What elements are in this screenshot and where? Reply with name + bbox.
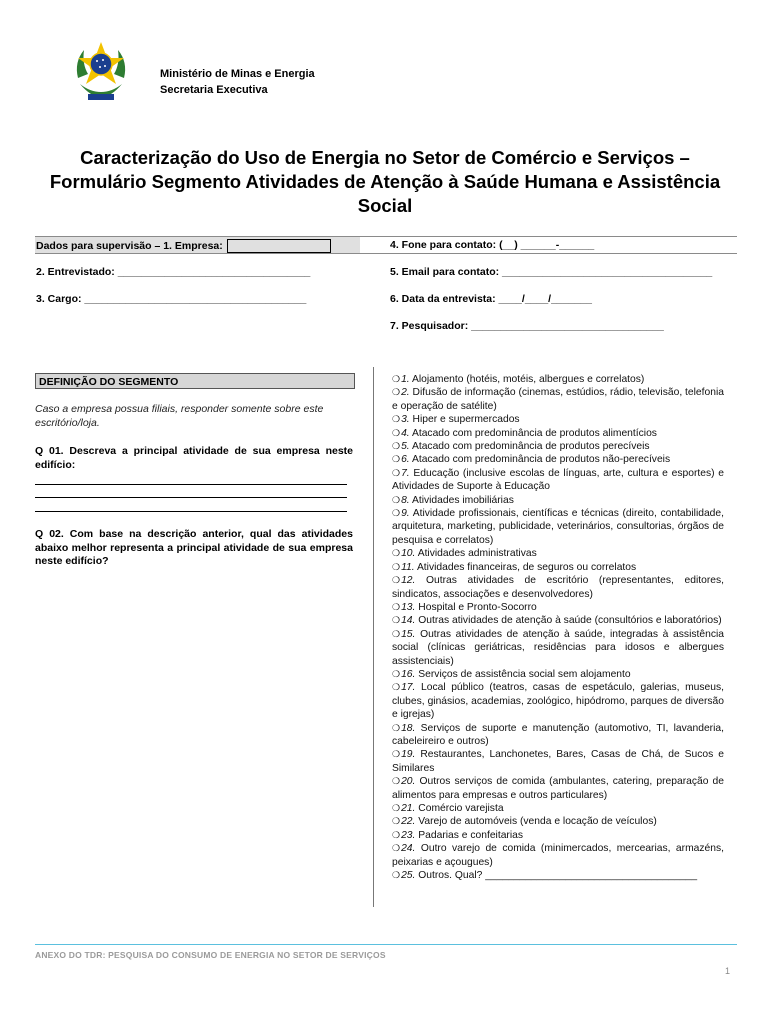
question-02: Q 02. Com base na descrição anterior, qual das atividades abaixo melhor representa a principal atividade de sua empresa neste edifício? xyxy=(35,528,353,567)
activity-option[interactable] xyxy=(392,440,724,453)
option-number: 20. xyxy=(401,776,416,788)
radio-circle-icon[interactable]: ❍ xyxy=(392,508,401,519)
option-label: Varejo de automóveis (venda e locação de veículos) xyxy=(418,816,657,828)
option-number: 5. xyxy=(401,441,410,453)
radio-circle-icon[interactable]: ❍ xyxy=(392,668,401,679)
radio-circle-icon[interactable]: ❍ xyxy=(392,427,401,438)
radio-circle-icon[interactable]: ❍ xyxy=(392,803,401,813)
radio-circle-icon[interactable]: ❍ xyxy=(392,575,401,586)
option-label: Outros serviços de comida (ambulantes, catering, preparação de alimentos para empresas e outros particulares) xyxy=(392,776,724,801)
option-number: 3. xyxy=(401,414,410,426)
option-number: 24. xyxy=(401,843,416,855)
option-number: 15. xyxy=(401,628,416,640)
option-number: 25. xyxy=(401,870,416,882)
option-label: Atacado com predominância de produtos alimentícios xyxy=(411,427,657,439)
option-label: Atividades administrativas xyxy=(417,548,537,560)
radio-circle-icon[interactable]: ❍ xyxy=(392,454,401,465)
radio-circle-icon[interactable]: ❍ xyxy=(392,829,401,840)
section-rule xyxy=(35,253,737,254)
option-label: Local público (teatros, casas de espetáculo, galerias, museus, clubes, ginásios, academias, zoológico, hipódromo, parques de diversão e igrejas) xyxy=(392,682,724,721)
researcher-field[interactable]: 7. Pesquisador: _________________________________ xyxy=(390,320,664,332)
option-label: Outras atividades de atenção à saúde, integradas à assistência social (clínicas geriátricas, residências para idosos e albergues assistenciais) xyxy=(392,628,724,667)
radio-circle-icon[interactable]: ❍ xyxy=(392,816,401,827)
option-label: Hospital e Pronto-Socorro xyxy=(418,601,537,613)
radio-circle-icon[interactable]: ❍ xyxy=(392,615,401,626)
option-label: Serviços de suporte e manutenção (automotivo, TI, lavanderia, cabeleireiro e outros) xyxy=(392,722,724,747)
option-label: Serviços de assistência social sem alojamento xyxy=(418,668,631,680)
option-number: 7. xyxy=(401,467,410,479)
segment-heading: DEFINIÇÃO DO SEGMENTO xyxy=(35,373,355,389)
activity-option[interactable] xyxy=(392,386,724,413)
option-label: Atacado com predominância de produtos não-perecíveis xyxy=(411,454,671,466)
option-number: 9. xyxy=(401,508,410,520)
company-field xyxy=(36,239,331,253)
email-field[interactable]: 5. Email para contato: ____________________________________ xyxy=(390,266,713,278)
option-number: 2. xyxy=(401,387,410,399)
company-label: Dados para supervisão – 1. Empresa: xyxy=(36,239,223,252)
activity-option[interactable] xyxy=(392,748,724,775)
activity-option[interactable] xyxy=(392,467,724,494)
activity-option[interactable] xyxy=(392,815,724,828)
answer-line[interactable] xyxy=(35,511,347,512)
activity-option[interactable] xyxy=(392,722,724,749)
activity-option[interactable] xyxy=(392,547,724,560)
radio-circle-icon[interactable]: ❍ xyxy=(392,749,401,760)
option-number: 22. xyxy=(401,816,416,828)
interviewee-field[interactable]: 2. Entrevistado: _________________________________ xyxy=(36,266,311,278)
option-label: Outros. Qual? _____________________________________ xyxy=(418,870,698,882)
option-number: 11. xyxy=(401,561,415,573)
activity-option[interactable] xyxy=(392,614,724,627)
ministry-header xyxy=(160,66,315,98)
radio-circle-icon[interactable]: ❍ xyxy=(392,548,401,559)
activity-option[interactable] xyxy=(392,829,724,842)
activity-option[interactable] xyxy=(392,413,724,426)
radio-circle-icon[interactable]: ❍ xyxy=(392,628,401,639)
option-label: Padarias e confeitarias xyxy=(418,829,524,841)
option-label: Hiper e supermercados xyxy=(412,414,520,426)
option-label: Atividade profissionais, científicas e técnicas (direito, contabilidade, arquitetura, marketing, publicidade, veterinários, consultorias, órgãos de pesquisa e correlatos) xyxy=(392,508,724,546)
option-number: 16. xyxy=(401,668,416,680)
radio-circle-icon[interactable]: ❍ xyxy=(392,776,401,787)
activity-option[interactable] xyxy=(392,561,724,574)
branch-note: Caso a empresa possua filiais, responder somente sobre este escritório/loja. xyxy=(35,403,324,429)
activity-option[interactable] xyxy=(392,507,724,547)
option-number: 19. xyxy=(401,749,416,761)
option-label: Restaurantes, Lanchonetes, Bares, Casas de Chá, de Sucos e Similares xyxy=(392,749,724,774)
activity-option[interactable] xyxy=(392,842,724,869)
option-label: Educação (inclusive escolas de línguas, arte, cultura e esportes) e Atividades de Suporte à Educação xyxy=(392,467,724,493)
radio-circle-icon[interactable]: ❍ xyxy=(392,441,401,452)
radio-circle-icon[interactable]: ❍ xyxy=(392,414,401,425)
option-number: 4. xyxy=(401,427,410,439)
secretariat-name: Secretaria Executiva xyxy=(160,84,268,96)
option-label: Difusão de informação (cinemas, estúdios, rádio, televisão, telefonia e operação de satélite) xyxy=(392,387,724,412)
radio-circle-icon[interactable]: ❍ xyxy=(392,561,401,572)
option-label: Alojamento (hotéis, motéis, albergues e correlatos) xyxy=(411,374,645,385)
option-number: 10. xyxy=(401,548,416,560)
ministry-name: Ministério de Minas e Energia xyxy=(160,68,315,80)
footer-annex: ANEXO DO TDR: PESQUISA DO CONSUMO DE ENERGIA NO SETOR DE SERVIÇOS xyxy=(35,950,386,960)
position-field[interactable]: 3. Cargo: ______________________________________ xyxy=(36,293,307,305)
option-number: 14. xyxy=(401,615,416,627)
radio-circle-icon[interactable]: ❍ xyxy=(392,722,401,733)
option-number: 21. xyxy=(401,803,416,814)
activity-option[interactable] xyxy=(392,494,724,507)
activity-option[interactable] xyxy=(392,802,724,815)
phone-field[interactable]: 4. Fone para contato: (__) ______-______ xyxy=(390,239,595,251)
radio-circle-icon[interactable]: ❍ xyxy=(392,601,401,612)
option-number: 6. xyxy=(401,454,410,466)
option-number: 17. xyxy=(401,682,416,694)
activity-option[interactable] xyxy=(392,668,724,681)
company-input[interactable] xyxy=(227,239,331,253)
option-number: 1. xyxy=(401,374,410,385)
option-label: Atacado com predominância de produtos perecíveis xyxy=(411,441,650,453)
radio-circle-icon[interactable]: ❍ xyxy=(392,682,401,693)
activity-option[interactable] xyxy=(392,628,724,668)
option-label: Atividades imobiliárias xyxy=(411,494,514,506)
interview-date-field[interactable]: 6. Data da entrevista: ____/____/_______ xyxy=(390,293,592,305)
activity-options-list xyxy=(392,373,724,882)
activity-option[interactable] xyxy=(392,427,724,440)
activity-option[interactable] xyxy=(392,775,724,802)
option-number: 13. xyxy=(401,601,416,613)
option-label: Outras atividades de escritório (representantes, editores, sindicatos, associações e desenvolvedores) xyxy=(392,575,724,600)
page-number: 1 xyxy=(725,966,731,976)
activity-option[interactable] xyxy=(392,601,724,614)
activity-option[interactable] xyxy=(392,453,724,466)
activity-option[interactable] xyxy=(392,373,724,386)
option-label: Comércio varejista xyxy=(418,803,504,814)
option-number: 18. xyxy=(401,722,416,734)
radio-circle-icon[interactable]: ❍ xyxy=(392,467,401,478)
option-label: Outras atividades de atenção à saúde (consultórios e laboratórios) xyxy=(418,615,722,627)
option-label: Outro varejo de comida (minimercados, mercearias, armazéns, peixarias e açougues) xyxy=(392,843,724,868)
radio-circle-icon[interactable]: ❍ xyxy=(392,843,401,854)
question-01: Q 01. Descreva a principal atividade de sua empresa neste edifício: xyxy=(35,445,353,471)
coat-of-arms-icon xyxy=(70,38,132,104)
radio-circle-icon[interactable]: ❍ xyxy=(392,870,401,881)
activity-option[interactable] xyxy=(392,869,724,882)
radio-circle-icon[interactable]: ❍ xyxy=(392,374,401,384)
answer-line[interactable] xyxy=(35,497,347,498)
option-number: 23. xyxy=(401,829,416,841)
activity-option[interactable] xyxy=(392,681,724,721)
option-number: 8. xyxy=(401,494,410,506)
form-title: Caracterização do Uso de Energia no Setor de Comércio e Serviços – Formulário Segmento Atividades de Atenção à Saúde Humana e Assistência Social xyxy=(49,147,721,216)
activity-option[interactable] xyxy=(392,574,724,601)
option-label: Atividades financeiras, de seguros ou correlatos xyxy=(416,561,637,573)
answer-line[interactable] xyxy=(35,484,347,485)
radio-circle-icon[interactable]: ❍ xyxy=(392,494,401,505)
footer-rule xyxy=(35,944,737,945)
column-divider xyxy=(373,367,374,907)
radio-circle-icon[interactable]: ❍ xyxy=(392,387,401,398)
option-number: 12. xyxy=(401,575,416,587)
